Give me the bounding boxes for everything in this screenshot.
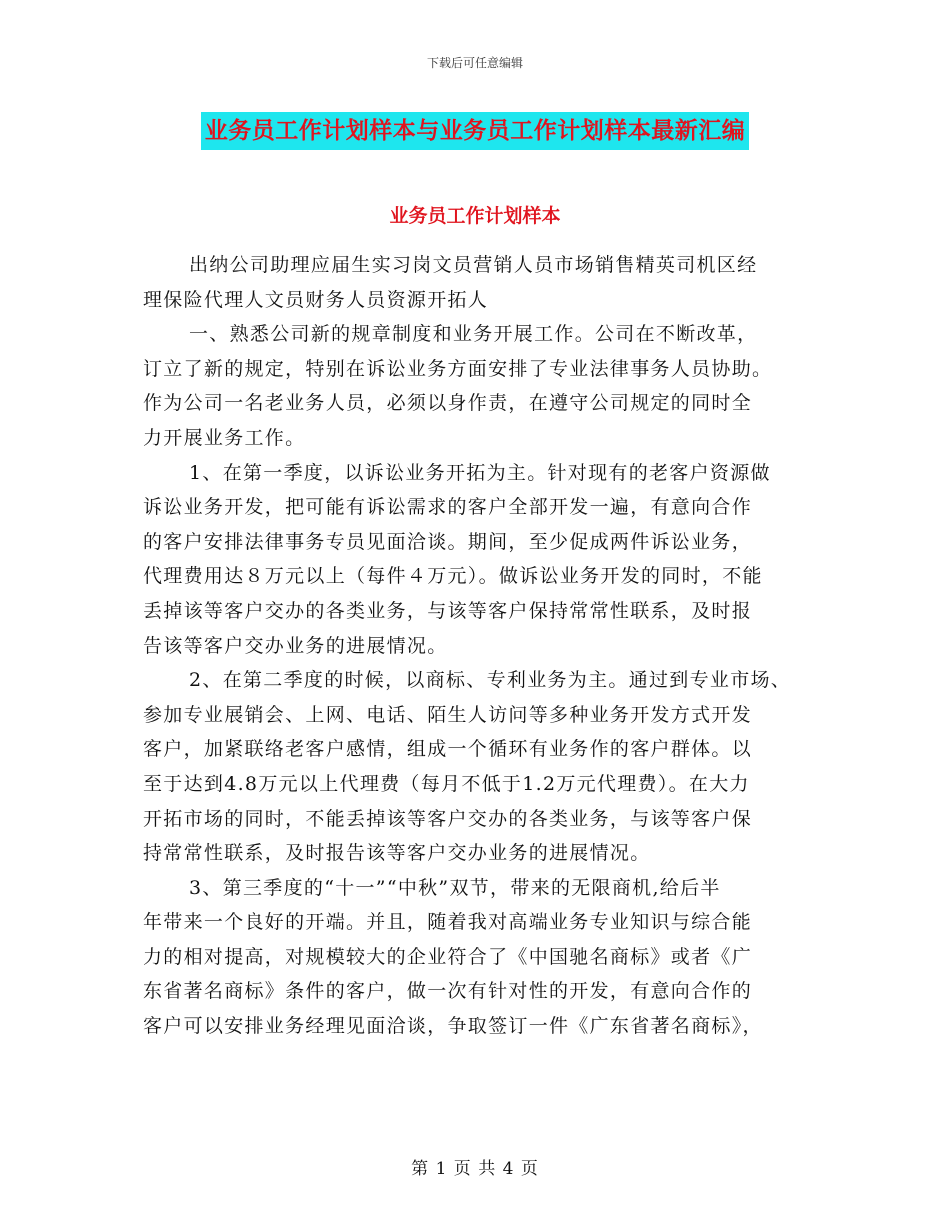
text-line: 至于达到4.8万元以上代理费（每月不低于1.2万元代理费）。在大力 bbox=[143, 772, 750, 795]
text-line: 年带来一个良好的开端。并且，随着我对高端业务专业知识与综合能 bbox=[143, 911, 753, 934]
text-line: 客户可以安排业务经理见面洽谈，争取签订一件《广东省著名商标》， bbox=[143, 1015, 763, 1038]
text-line: 告该等客户交办业务的进展情况。 bbox=[143, 634, 448, 657]
paragraph bbox=[143, 871, 819, 1044]
text-line: 东省著名商标》条件的客户，做一次有针对性的开发，有意向合作的 bbox=[143, 980, 753, 1003]
paragraph bbox=[143, 456, 819, 664]
paragraph bbox=[143, 248, 819, 317]
text-line: 1、在第一季度，以诉讼业务开拓为主。针对现有的老客户资源做 bbox=[189, 461, 771, 484]
paragraph bbox=[143, 663, 819, 871]
text-line: 的客户安排法律事务专员见面洽谈。期间，至少促成两件诉讼业务， bbox=[143, 530, 753, 553]
text-line: 客户，加紧联络老客户感情，组成一个循环有业务作的客户群体。以 bbox=[143, 738, 753, 761]
section-title: 业务员工作计划样本 bbox=[389, 205, 561, 227]
text-line: 丢掉该等客户交办的各类业务，与该等客户保持常常性联系，及时报 bbox=[143, 599, 753, 622]
text-line: 订立了新的规定，特别在诉讼业务方面安排了专业法律事务人员协助。 bbox=[143, 357, 773, 380]
text-line: 出纳公司助理应届生实习岗文员营销人员市场销售精英司机区经 bbox=[189, 254, 758, 276]
text-line: 力开展业务工作。 bbox=[143, 426, 306, 449]
text-line: 3、第三季度的“十一”“中秋”双节，带来的无限商机,给后半 bbox=[189, 876, 721, 899]
text-line: 力的相对提高，对规模较大的企业符合了《中国驰名商标》或者《广 bbox=[143, 945, 753, 968]
paragraph bbox=[143, 317, 819, 455]
page-footer: 第 1 页 共 4 页 bbox=[411, 1159, 539, 1179]
text-line: 代理费用达８万元以上（每件４万元）。做诉讼业务开发的同时，不能 bbox=[143, 565, 763, 588]
text-line: 作为公司一名老业务人员，必须以身作责，在遵守公司规定的同时全 bbox=[143, 392, 753, 415]
text-line: 开拓市场的同时，不能丢掉该等客户交办的各类业务，与该等客户保 bbox=[143, 807, 753, 830]
main-title: 业务员工作计划样本与业务员工作计划样本最新汇编 bbox=[201, 112, 750, 150]
text-line: 持常常性联系，及时报告该等客户交办业务的进展情况。 bbox=[143, 842, 651, 865]
header-note: 下载后可任意编辑 bbox=[426, 56, 523, 70]
text-line: 一、熟悉公司新的规章制度和业务开展工作。公司在不断改革， bbox=[189, 323, 758, 346]
text-line: 理保险代理人文员财务人员资源开拓人 bbox=[143, 288, 489, 311]
document-body bbox=[143, 248, 819, 1044]
text-line: 参加专业展销会、上网、电话、陌生人访问等多种业务开发方式开发 bbox=[143, 703, 753, 726]
text-line: 2、在第二季度的时候，以商标、专利业务为主。通过到专业市场、 bbox=[189, 669, 792, 692]
main-title-wrap bbox=[0, 112, 950, 150]
text-line: 诉讼业务开发，把可能有诉讼需求的客户全部开发一遍，有意向合作 bbox=[143, 496, 753, 519]
